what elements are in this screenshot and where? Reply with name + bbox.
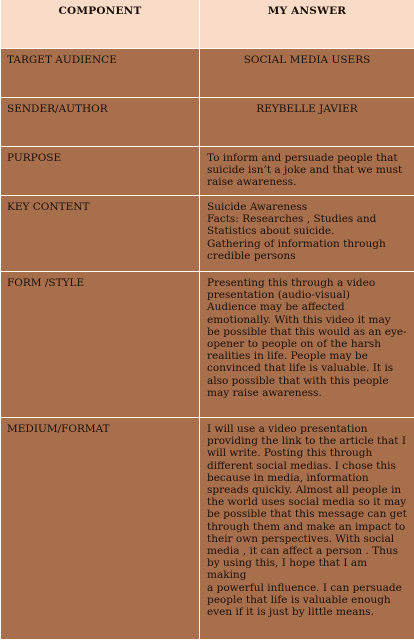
row-label: KEY CONTENT: [7, 201, 90, 213]
table-row: [1, 49, 414, 98]
table-row: [1, 272, 414, 418]
table-row: [1, 98, 414, 147]
row-label-cell: [1, 418, 200, 640]
table-row: [1, 196, 414, 272]
row-answer-cell: [200, 98, 414, 147]
row-answer-cell: [200, 196, 414, 272]
row-label-cell: [1, 49, 200, 98]
row-label-cell: [1, 196, 200, 272]
table-header-row: [1, 0, 414, 49]
row-answer-cell: [200, 49, 414, 98]
header-component: COMPONENT: [1, 0, 200, 49]
row-answer-cell: [200, 272, 414, 418]
row-answer: I will use a video presentation providing the link to the article that I will write. Posting this through different social medias. I chose this because in media, information spreads quickly. Almost all people in the world uses social media so it may be possible that this message can get through them and make an impact to their own perspectives. With social media , it can affect a person . Thus by using this, I hope that I am making a powerful influence. I can persuade people that life is valuable enough even if it is just by little means.: [207, 423, 407, 619]
table-row: [1, 147, 414, 196]
row-answer-cell: [200, 418, 414, 640]
table-row: [1, 418, 414, 640]
row-answer: SOCIAL MEDIA USERS: [243, 54, 371, 66]
row-answer: To inform and persuade people that suicide isn’t a joke and that we must raise awareness.: [207, 152, 403, 189]
row-answer-cell: [200, 147, 414, 196]
header-my-answer: MY ANSWER: [200, 0, 414, 49]
row-label-cell: [1, 147, 200, 196]
row-label: MEDIUM/FORMAT: [7, 423, 110, 435]
row-label-cell: [1, 272, 200, 418]
row-answer: REYBELLE JAVIER: [256, 103, 358, 115]
row-label-cell: [1, 98, 200, 147]
row-label: SENDER/AUTHOR: [7, 103, 108, 115]
row-answer: Presenting this through a video presentation (audio-visual) Audience may be affected emotionally. With this video it may be possible that this would as an eye- opener to people on of the harsh realities in life. People may be convinced that life is valuable. It is also possible that with this people may raise awareness.: [207, 277, 407, 399]
row-label: TARGET AUDIENCE: [7, 54, 117, 66]
row-label: PURPOSE: [7, 152, 62, 164]
row-label: FORM /STYLE: [7, 277, 85, 289]
row-answer: Suicide Awareness Facts: Researches , Studies and Statistics about suicide. Gathering of information through credible persons: [207, 201, 386, 262]
